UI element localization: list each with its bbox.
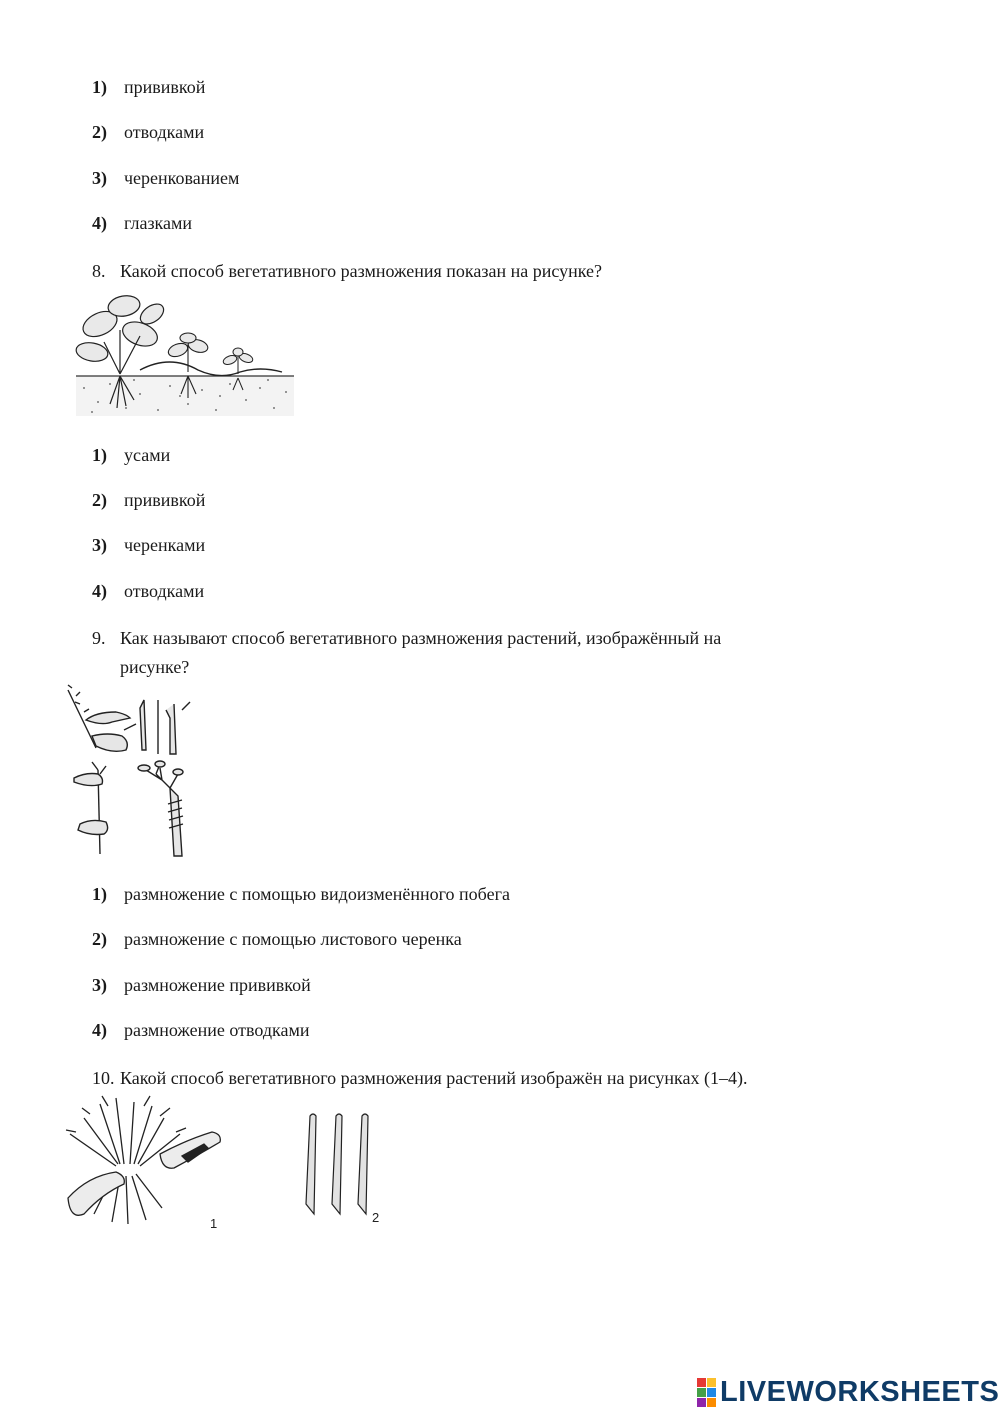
- option-text: размножение с помощью видоизменённого побега: [124, 884, 510, 904]
- q9-option-3[interactable]: [92, 974, 311, 996]
- figure-label-2: 2: [372, 1210, 380, 1225]
- option-text: черенкованием: [124, 168, 240, 188]
- question-text-line1: Как называют способ вегетативного размножения растений, изображённый на: [120, 628, 722, 648]
- q9-question: [92, 625, 721, 651]
- scion-pieces-shape: [140, 700, 190, 754]
- option-number: 1): [92, 77, 107, 97]
- q7-option-1[interactable]: [92, 76, 205, 98]
- question-number: 10.: [92, 1068, 115, 1088]
- question-text: Какой способ вегетативного размножения показан на рисунке?: [120, 261, 603, 281]
- hand-with-knife-shape: [68, 685, 136, 751]
- q9-question-continued: [120, 654, 189, 680]
- option-number: 4): [92, 581, 107, 601]
- option-number: 3): [92, 535, 107, 555]
- option-text: прививкой: [124, 77, 206, 97]
- option-text: отводками: [124, 122, 205, 142]
- q7-option-4[interactable]: [92, 212, 192, 234]
- logo-cell: [707, 1378, 716, 1387]
- q8-question: [92, 258, 602, 284]
- option-number: 1): [92, 884, 107, 904]
- binding-hands-shape: [74, 762, 108, 854]
- logo-cell: [697, 1398, 706, 1407]
- cuttings-figure: [296, 1108, 388, 1226]
- root-division-figure: [60, 1094, 226, 1234]
- logo-cell: [707, 1388, 716, 1397]
- question-number: 9.: [92, 628, 106, 648]
- question-number: 8.: [92, 261, 106, 281]
- soil-shape: [76, 376, 294, 416]
- liveworksheets-logo[interactable]: [697, 1374, 999, 1410]
- option-number: 2): [92, 490, 107, 510]
- q7-option-3[interactable]: [92, 167, 239, 189]
- option-number: 3): [92, 975, 107, 995]
- option-text: отводками: [124, 581, 205, 601]
- option-number: 4): [92, 1020, 107, 1040]
- hands-shape: [68, 1132, 220, 1215]
- grafting-figure: [62, 684, 202, 860]
- option-number: 3): [92, 168, 107, 188]
- question-text: Какой способ вегетативного размножения растений изображён на рисунках (1–4).: [120, 1068, 748, 1088]
- q9-option-1[interactable]: [92, 883, 510, 905]
- option-text: прививкой: [124, 490, 206, 510]
- grafted-stock-shape: [138, 761, 183, 856]
- option-text: размножение с помощью листового черенка: [124, 929, 462, 949]
- q8-option-2[interactable]: [92, 489, 205, 511]
- logo-text: LIVEWORKSHEETS: [720, 1375, 1000, 1408]
- option-text: размножение отводками: [124, 1020, 310, 1040]
- q9-option-4[interactable]: [92, 1019, 310, 1041]
- option-number: 4): [92, 213, 107, 233]
- logo-cell: [707, 1398, 716, 1407]
- q10-question: [92, 1065, 747, 1091]
- option-number: 2): [92, 122, 107, 142]
- option-text: глазками: [124, 213, 193, 233]
- logo-cell: [697, 1378, 706, 1387]
- q8-option-4[interactable]: [92, 580, 204, 602]
- option-number: 1): [92, 445, 107, 465]
- q8-option-3[interactable]: [92, 534, 205, 556]
- logo-grid-icon: [697, 1378, 716, 1407]
- option-number: 2): [92, 929, 107, 949]
- question-text-line2: рисунке?: [120, 657, 190, 677]
- strawberry-runners-figure: [70, 284, 300, 420]
- option-text: черенками: [124, 535, 206, 555]
- q9-option-2[interactable]: [92, 928, 462, 950]
- q7-option-2[interactable]: [92, 121, 204, 143]
- option-text: размножение прививкой: [124, 975, 311, 995]
- root-cuttings-shape: [306, 1114, 368, 1214]
- q8-option-1[interactable]: [92, 444, 170, 466]
- figure-label-1: 1: [210, 1216, 218, 1231]
- option-text: усами: [124, 445, 171, 465]
- logo-cell: [697, 1388, 706, 1397]
